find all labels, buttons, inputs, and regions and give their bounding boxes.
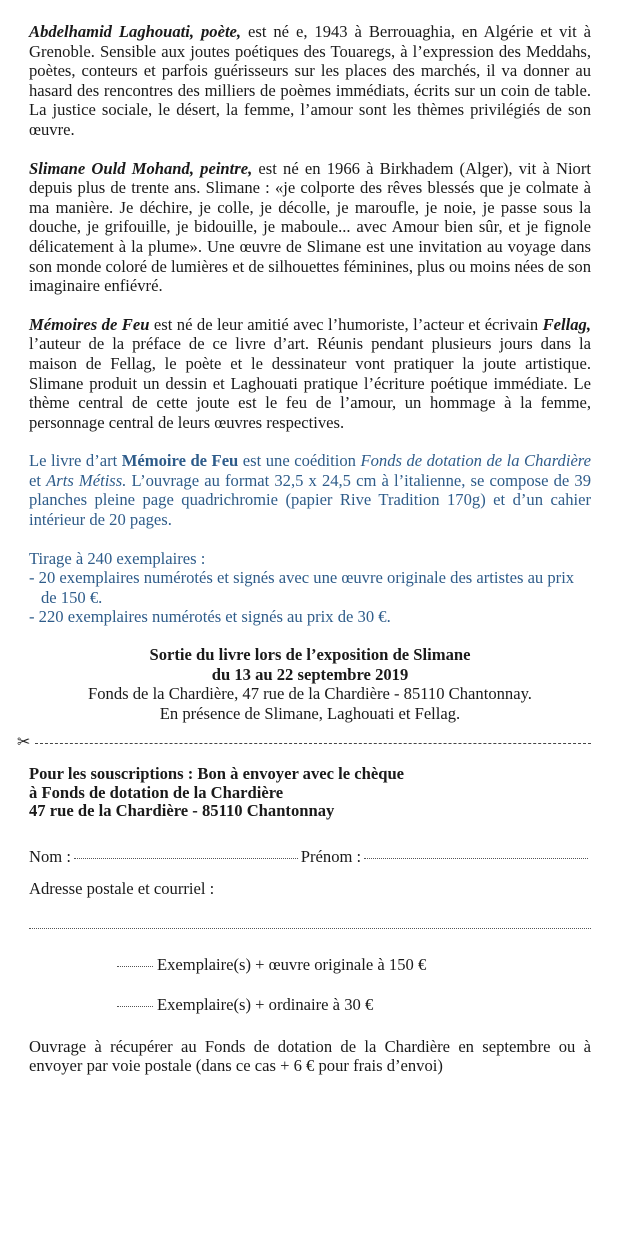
option-original bbox=[29, 955, 591, 975]
nom-label: Nom : bbox=[29, 846, 71, 866]
book-title: Mémoires de Feu bbox=[29, 314, 150, 334]
subscription-line-3: 47 rue de la Chardière - 85110 Chantonnay bbox=[29, 801, 335, 821]
poet-bio bbox=[29, 22, 591, 140]
edition-text-3: et bbox=[29, 470, 47, 490]
quantity-ordinary-field[interactable] bbox=[117, 1005, 153, 1007]
nom-field[interactable] bbox=[74, 857, 298, 859]
name-row bbox=[29, 847, 591, 867]
book-origin bbox=[29, 315, 591, 433]
print-run-item: - 220 exemplaires numérotés et signés au prix de 30 €. bbox=[29, 607, 391, 627]
release-line-4: En présence de Slimane, Laghouati et Fellag. bbox=[159, 703, 461, 723]
option-original-label: Exemplaire(s) + œuvre originale à 150 € bbox=[157, 954, 427, 974]
origin-text-1: est né de leur amitié avec l’humoriste, l’acteur et écrivain bbox=[149, 314, 543, 334]
subscription-line-2: à Fonds de dotation de la Chardière bbox=[29, 782, 284, 802]
release-line-3: Fonds de la Chardière, 47 rue de la Chardière - 85110 Chantonnay. bbox=[88, 684, 532, 704]
option-ordinary-label: Exemplaire(s) + ordinaire à 30 € bbox=[157, 994, 374, 1014]
prenom-field[interactable] bbox=[364, 857, 588, 859]
painter-name: Slimane Ould Mohand, peintre, bbox=[29, 158, 253, 178]
poet-name: Abdelhamid Laghouati, poète, bbox=[29, 22, 242, 41]
fellag-name: Fellag, bbox=[542, 314, 591, 334]
print-run-item: - 20 exemplaires numérotés et signés avec une œuvre originale des artistes au prix de 150 €. bbox=[29, 568, 575, 607]
quantity-original-field[interactable] bbox=[117, 965, 153, 967]
painter-bio bbox=[29, 159, 591, 296]
print-run-heading: Tirage à 240 exemplaires : bbox=[29, 548, 206, 568]
edition-book-title: Mémoire de Feu bbox=[121, 451, 239, 471]
dashed-divider bbox=[35, 743, 591, 744]
footer-note: Ouvrage à récupérer au Fonds de dotation de la Chardière en septembre ou à envoyer par voie postale (dans ce cas + 6 € pour frais d’envoi) bbox=[29, 1036, 591, 1076]
poet-bio-text: est né e, 1943 à Berrouaghia, en Algérie et vit à Grenoble. Sensible aux joutes poétiques des Touaregs, à l’expression des Meddahs, poètes, conteurs et parfois guérisseurs sur les places des marchés, il va donner au hasard des rencontres des milliers de poèmes immédiats, écrits sur un coin de table. La justice sociale, le désert, la femme, l’amour sont les thèmes privilégiés de son œuvre. bbox=[29, 22, 591, 139]
print-run bbox=[29, 549, 591, 627]
edition-text-4: L’ouvrage au format 32,5 x 24,5 cm à l’italienne, se compose de 39 planches pleine page quadrichromie (papier Rive Tradition 170g) et d’un cahier intérieur de 20 pages. bbox=[29, 470, 591, 530]
release-info bbox=[29, 645, 591, 723]
origin-text-2: l’auteur de la préface de ce livre d’art. Réunis pendant plusieurs jours dans la maison de Fellag, le poète et le dessinateur vont pratiquer la joute artistique. Slimane produit un dessin et Laghouati pratique l’écriture poétique immédiate. Le thème central de cette joute est le feu de l’amour, un hommage à la femme, personnage central de leurs œuvres respectives. bbox=[29, 334, 591, 432]
edition-text-2: est une coédition bbox=[238, 451, 361, 471]
option-ordinary bbox=[29, 995, 591, 1015]
edition-info bbox=[29, 451, 591, 529]
publisher-1: Fonds de dotation de la Chardière bbox=[360, 451, 592, 471]
cut-line bbox=[17, 732, 591, 752]
painter-bio-text: est né en 1966 à Birkhadem (Alger), vit à Niort depuis plus de trente ans. Slimane : «je colporte des rêves blessés que je colmate à ma manière. Je déchire, je colle, je décolle, je maroufle, je noie, je passe sous la douche, je grifouille, je bidouille, je maboule... avec Amour bien sûr, et je fignole délicatement à la plume». Une œuvre de Slimane est une invitation au voyage dans son monde coloré de lumières et de silhouettes féminines, plus ou moins nées de son imaginaire enfiévré. bbox=[29, 158, 591, 296]
release-line-2: du 13 au 22 septembre 2019 bbox=[211, 664, 409, 684]
address-field[interactable] bbox=[29, 927, 591, 929]
release-line-1: Sortie du livre lors de l’exposition de Slimane bbox=[149, 645, 471, 665]
publisher-2: Arts Métiss. bbox=[46, 470, 127, 490]
prenom-label: Prénom : bbox=[300, 846, 362, 866]
address-label: Adresse postale et courriel : bbox=[29, 878, 215, 898]
subscription-header bbox=[29, 765, 591, 820]
edition-text-1: Le livre d’art bbox=[29, 451, 122, 471]
scissors-icon: ✂ bbox=[17, 732, 31, 752]
subscription-line-1: Pour les souscriptions : Bon à envoyer avec le chèque bbox=[29, 764, 405, 784]
